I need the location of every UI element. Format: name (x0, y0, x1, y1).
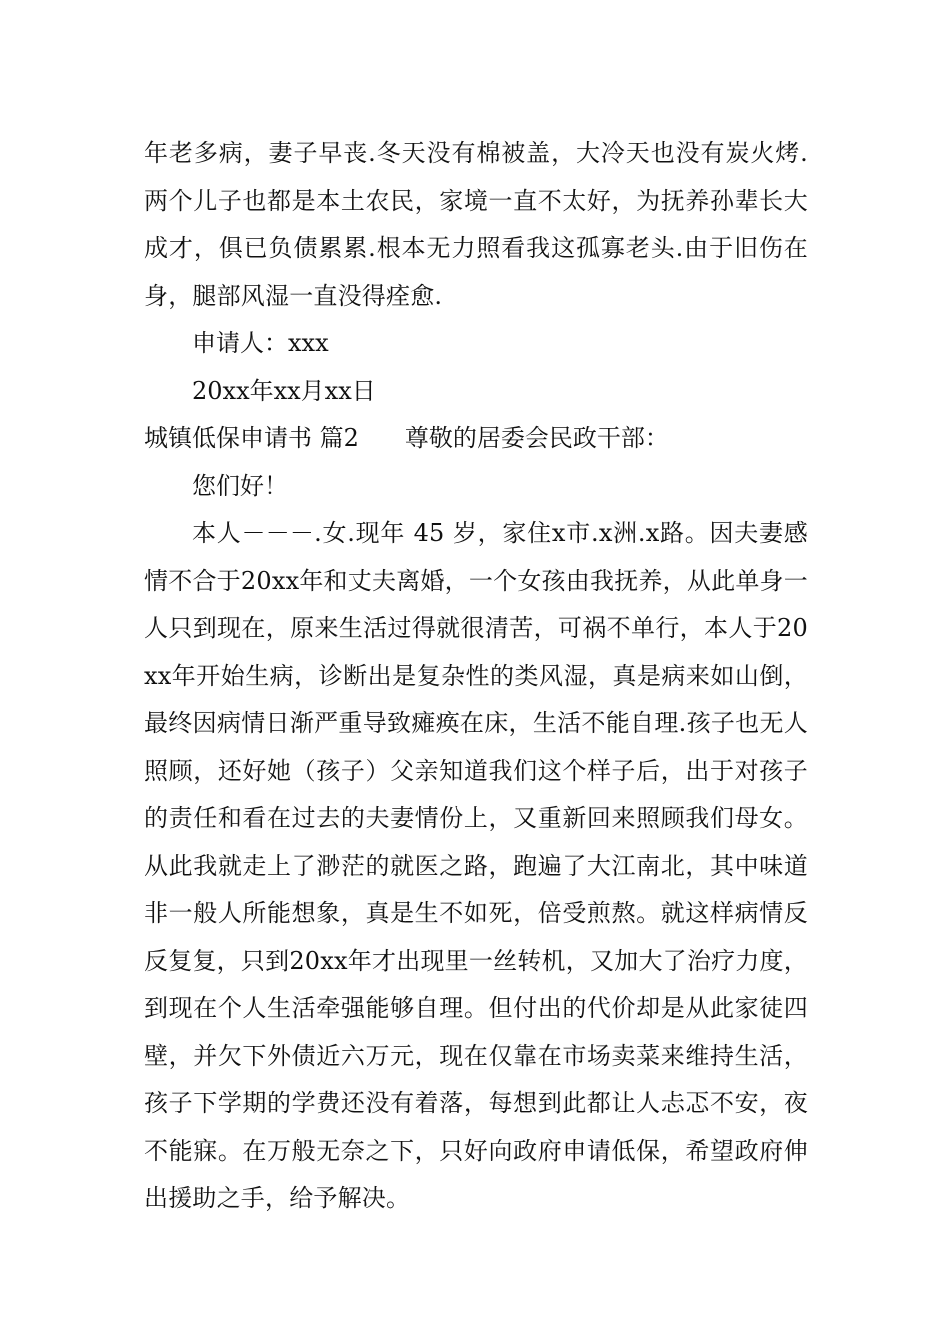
section-title: 城镇低保申请书 篇2 (144, 424, 359, 452)
greeting-line: 您们好！ (192, 471, 288, 500)
salutation: 尊敬的居委会民政干部： (404, 424, 669, 452)
paragraph-continued: 年老多病，妻子早丧.冬天没有棉被盖，大冷天也没有炭火烤.两个儿子也都是本土农民，家境一直不太好，为抚养孙辈长大成才，俱已负债累累.根本无力照看我这孤寡老头.由于旧伤在身，腿部风湿一直没得痊愈. (144, 139, 808, 310)
section-heading-line (144, 415, 808, 463)
document-page (144, 130, 808, 1223)
paragraph-body: 本人－－－.女.现年 45 岁，家住x市.x洲.x路。因夫妻感情不合于20xx年和丈夫离婚，一个女孩由我抚养，从此单身一人只到现在，原来生活过得就很清苦，可祸不单行，本人于20xx年开始生病，诊断出是复杂性的类风湿，真是病来如山倒，最终因病情日渐严重导致瘫痪在床，生活不能自理.孩子也无人照顾，还好她（孩子）父亲知道我们这个样子后，出于对孩子的责任和看在过去的夫妻情份上，又重新回来照顾我们母女。从此我就走上了渺茫的就医之路，跑遍了大江南北，其中味道非一般人所能想象，真是生不如死，倍受煎熬。就这样病情反反复复，只到20xx年才出现里一丝转机，又加大了治疗力度，到现在个人生活牵强能够自理。但付出的代价却是从此家徒四壁，并欠下外债近六万元，现在仅靠在市场卖菜来维持生活，孩子下学期的学费还没有着落，每想到此都让人忐忑不安，夜不能寐。在万般无奈之下，只好向政府申请低保，希望政府伸出援助之手，给予解决。 (144, 519, 808, 1212)
date-line: 20xx年xx月xx日 (192, 376, 376, 405)
applicant-line: 申请人：xxx (192, 329, 329, 357)
